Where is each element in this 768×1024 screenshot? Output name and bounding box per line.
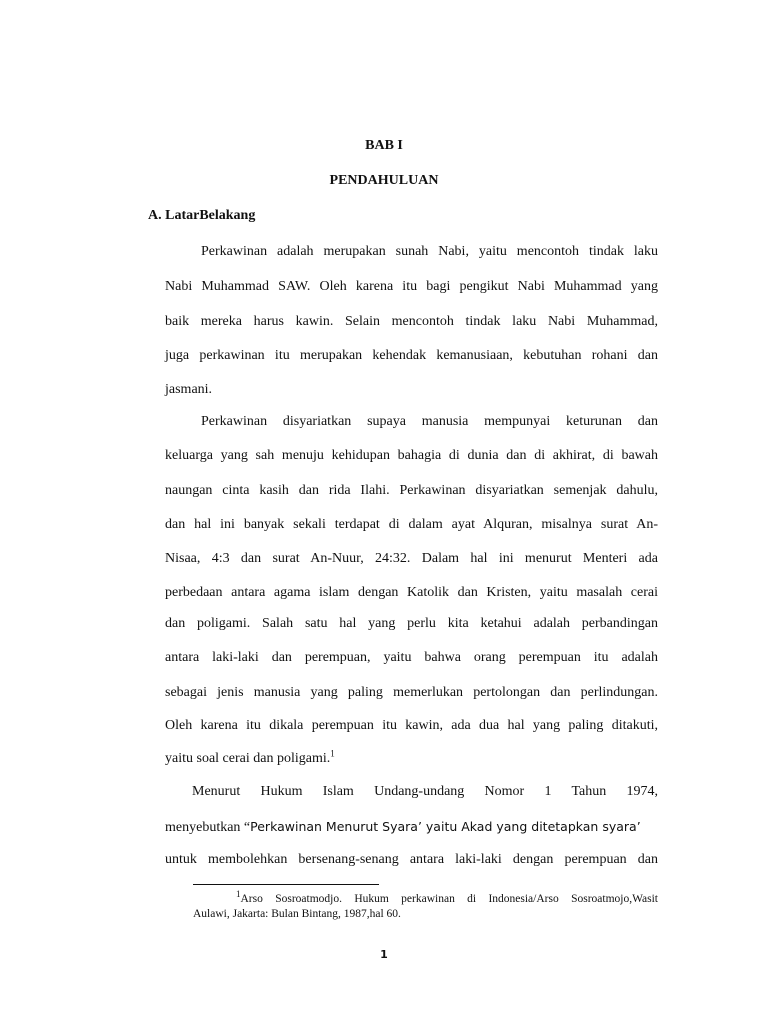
footnote-text: Arso Sosroatmodjo. Hukum perkawinan di Indonesia/Arso Sosroatmojo,Wasit [240,893,658,905]
paragraph-line: baik mereka harus kawin. Selain mencontoh tindak laku Nabi Muhammad, [165,314,658,329]
paragraph-line: sebagai jenis manusia yang paling memerlukan pertolongan dan perlindungan. [165,685,658,700]
paragraph-line: naungan cinta kasih dan rida Ilahi. Perkawinan disyariatkan semenjak dahulu, [165,483,658,498]
paragraph-line: Menurut Hukum Islam Undang-undang Nomor 1 Tahun 1974, [192,784,658,799]
paragraph-line: dan hal ini banyak sekali terdapat di dalam ayat Alquran, misalnya surat An- [165,517,658,532]
footnote-reference[interactable]: 1 [330,748,335,759]
paragraph-text: yaitu soal cerai dan poligami. [165,751,331,766]
paragraph-line: untuk membolehkan bersenang-senang antara laki-laki dengan perempuan dan [165,852,658,867]
footnote-line [236,891,658,907]
chapter-title: PENDAHULUAN [329,173,439,188]
paragraph-line: Nabi Muhammad SAW. Oleh karena itu bagi pengikut Nabi Muhammad yang [165,279,658,294]
paragraph-line: jasmani. [165,382,213,397]
footnote-marker: 1 [236,889,241,900]
paragraph-line: antara laki-laki dan perempuan, yaitu bahwa orang perempuan itu adalah [165,650,658,665]
paragraph-line: keluarga yang sah menuju kehidupan bahagia di dunia dan di akhirat, di bawah [165,448,658,463]
paragraph-line: juga perkawinan itu merupakan kehendak kemanusiaan, kebutuhan rohani dan [165,348,658,363]
quoted-definition: Perkawinan Menurut Syara’ yaitu Akad yang ditetapkan syara’ [250,819,641,834]
paragraph-text: menyebutkan “ [165,820,251,835]
paragraph-line [165,749,658,769]
section-heading: A. LatarBelakang [148,208,256,223]
paragraph-line [165,817,658,838]
footnote-line: Aulawi, Jakarta: Bulan Bintang, 1987,hal 60. [193,908,401,920]
chapter-heading: BAB I [365,138,403,153]
paragraph-line: Oleh karena itu dikala perempuan itu kawin, ada dua hal yang paling ditakuti, [165,718,658,733]
page-number: 1 [380,948,388,961]
footnote-separator [193,884,379,885]
paragraph-line: Perkawinan adalah merupakan sunah Nabi, yaitu mencontoh tindak laku [201,244,658,259]
paragraph-line: dan poligami. Salah satu hal yang perlu kita ketahui adalah perbandingan [165,616,658,631]
paragraph-line: Nisaa, 4:3 dan surat An-Nuur, 24:32. Dalam hal ini menurut Menteri ada [165,551,658,566]
paragraph-line: Perkawinan disyariatkan supaya manusia mempunyai keturunan dan [201,414,658,429]
paragraph-line: perbedaan antara agama islam dengan Katolik dan Kristen, yaitu masalah cerai [165,585,658,600]
